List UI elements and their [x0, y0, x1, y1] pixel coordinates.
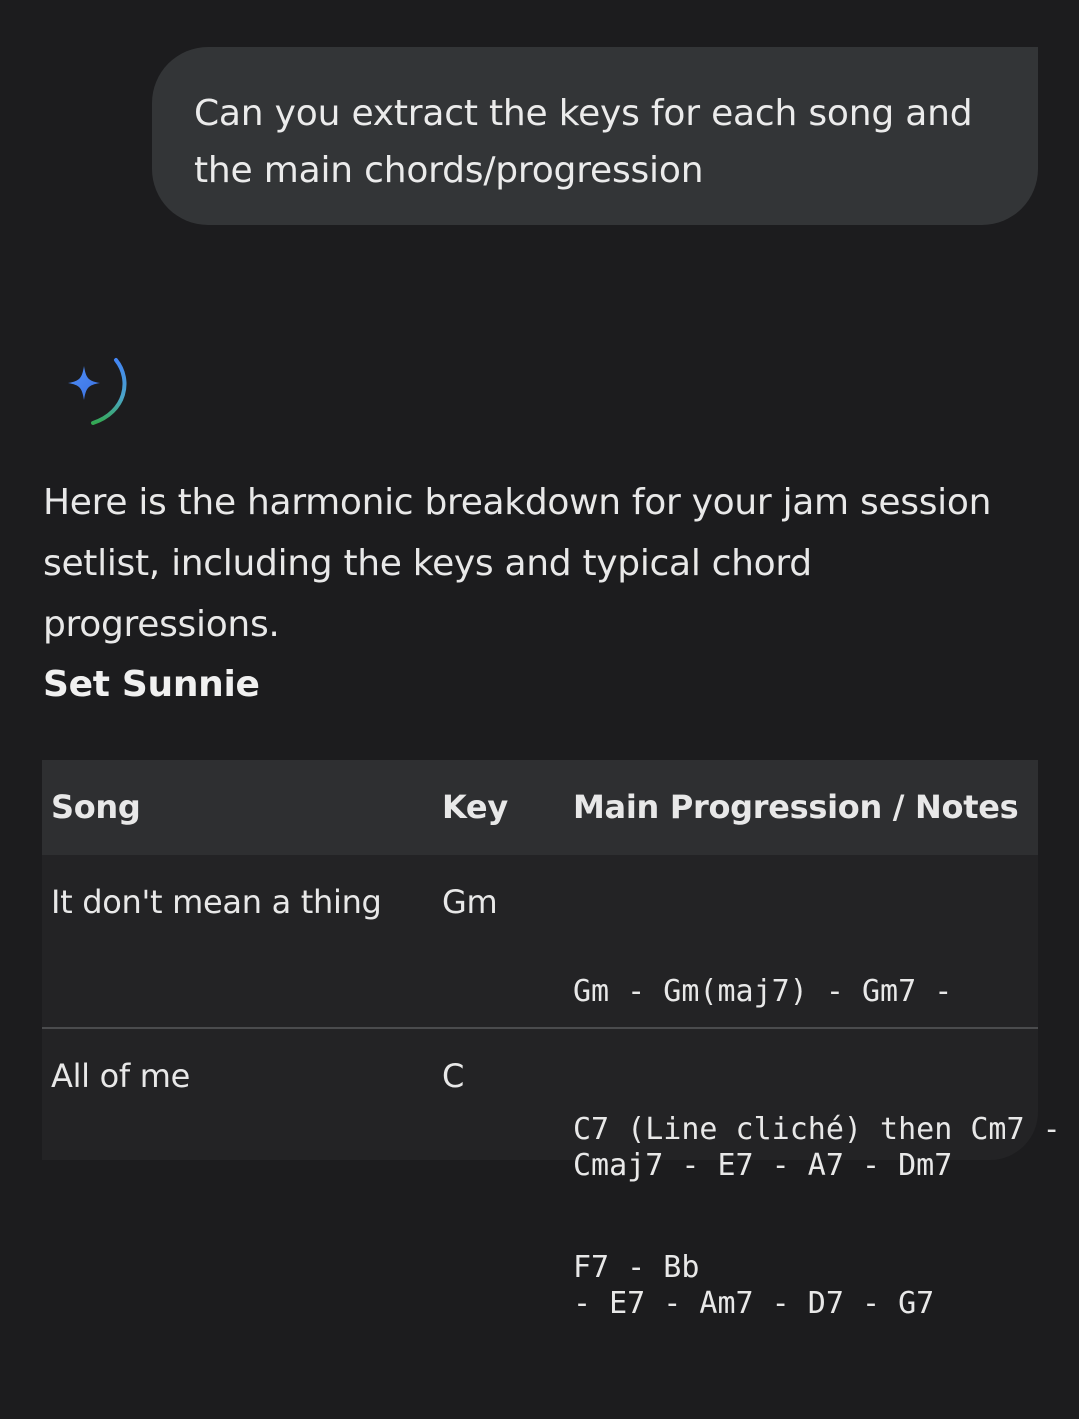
progression-line: Gm - Gm(maj7) - Gm7 - [573, 974, 953, 1009]
gemini-spark-icon [60, 356, 130, 426]
progression-line: C7 (Line cliché) then Cm7 - [573, 1112, 1061, 1147]
user-message-bubble [152, 47, 1038, 225]
key-cell: C [442, 1057, 465, 1095]
song-cell: It don't mean a thing [51, 883, 382, 921]
key-cell: Gm [442, 883, 498, 921]
progression-line: - E7 - Am7 - D7 - G7 [573, 1286, 935, 1321]
progression-line: Cmaj7 - E7 - A7 - Dm7 [573, 1148, 953, 1183]
header-progression: Main Progression / Notes [573, 788, 1019, 826]
section-title: Set Sunnie [43, 664, 260, 705]
user-message-line-1: Can you extract the keys for each song and [194, 93, 973, 134]
progression-line: F7 - Bb [573, 1250, 700, 1285]
progression-cell [573, 1051, 1061, 1419]
header-song: Song [51, 788, 141, 826]
intro-line-2: setlist, including the keys and typical chord progressions. [43, 543, 812, 645]
user-message-line-2: the main chords/progression [194, 150, 704, 191]
header-key: Key [442, 788, 508, 826]
song-cell: All of me [51, 1057, 191, 1095]
intro-line-1: Here is the harmonic breakdown for your jam session [43, 482, 992, 523]
assistant-intro-text [43, 472, 1053, 655]
table-header-row [42, 760, 1038, 855]
setlist-table [42, 760, 1061, 1321]
